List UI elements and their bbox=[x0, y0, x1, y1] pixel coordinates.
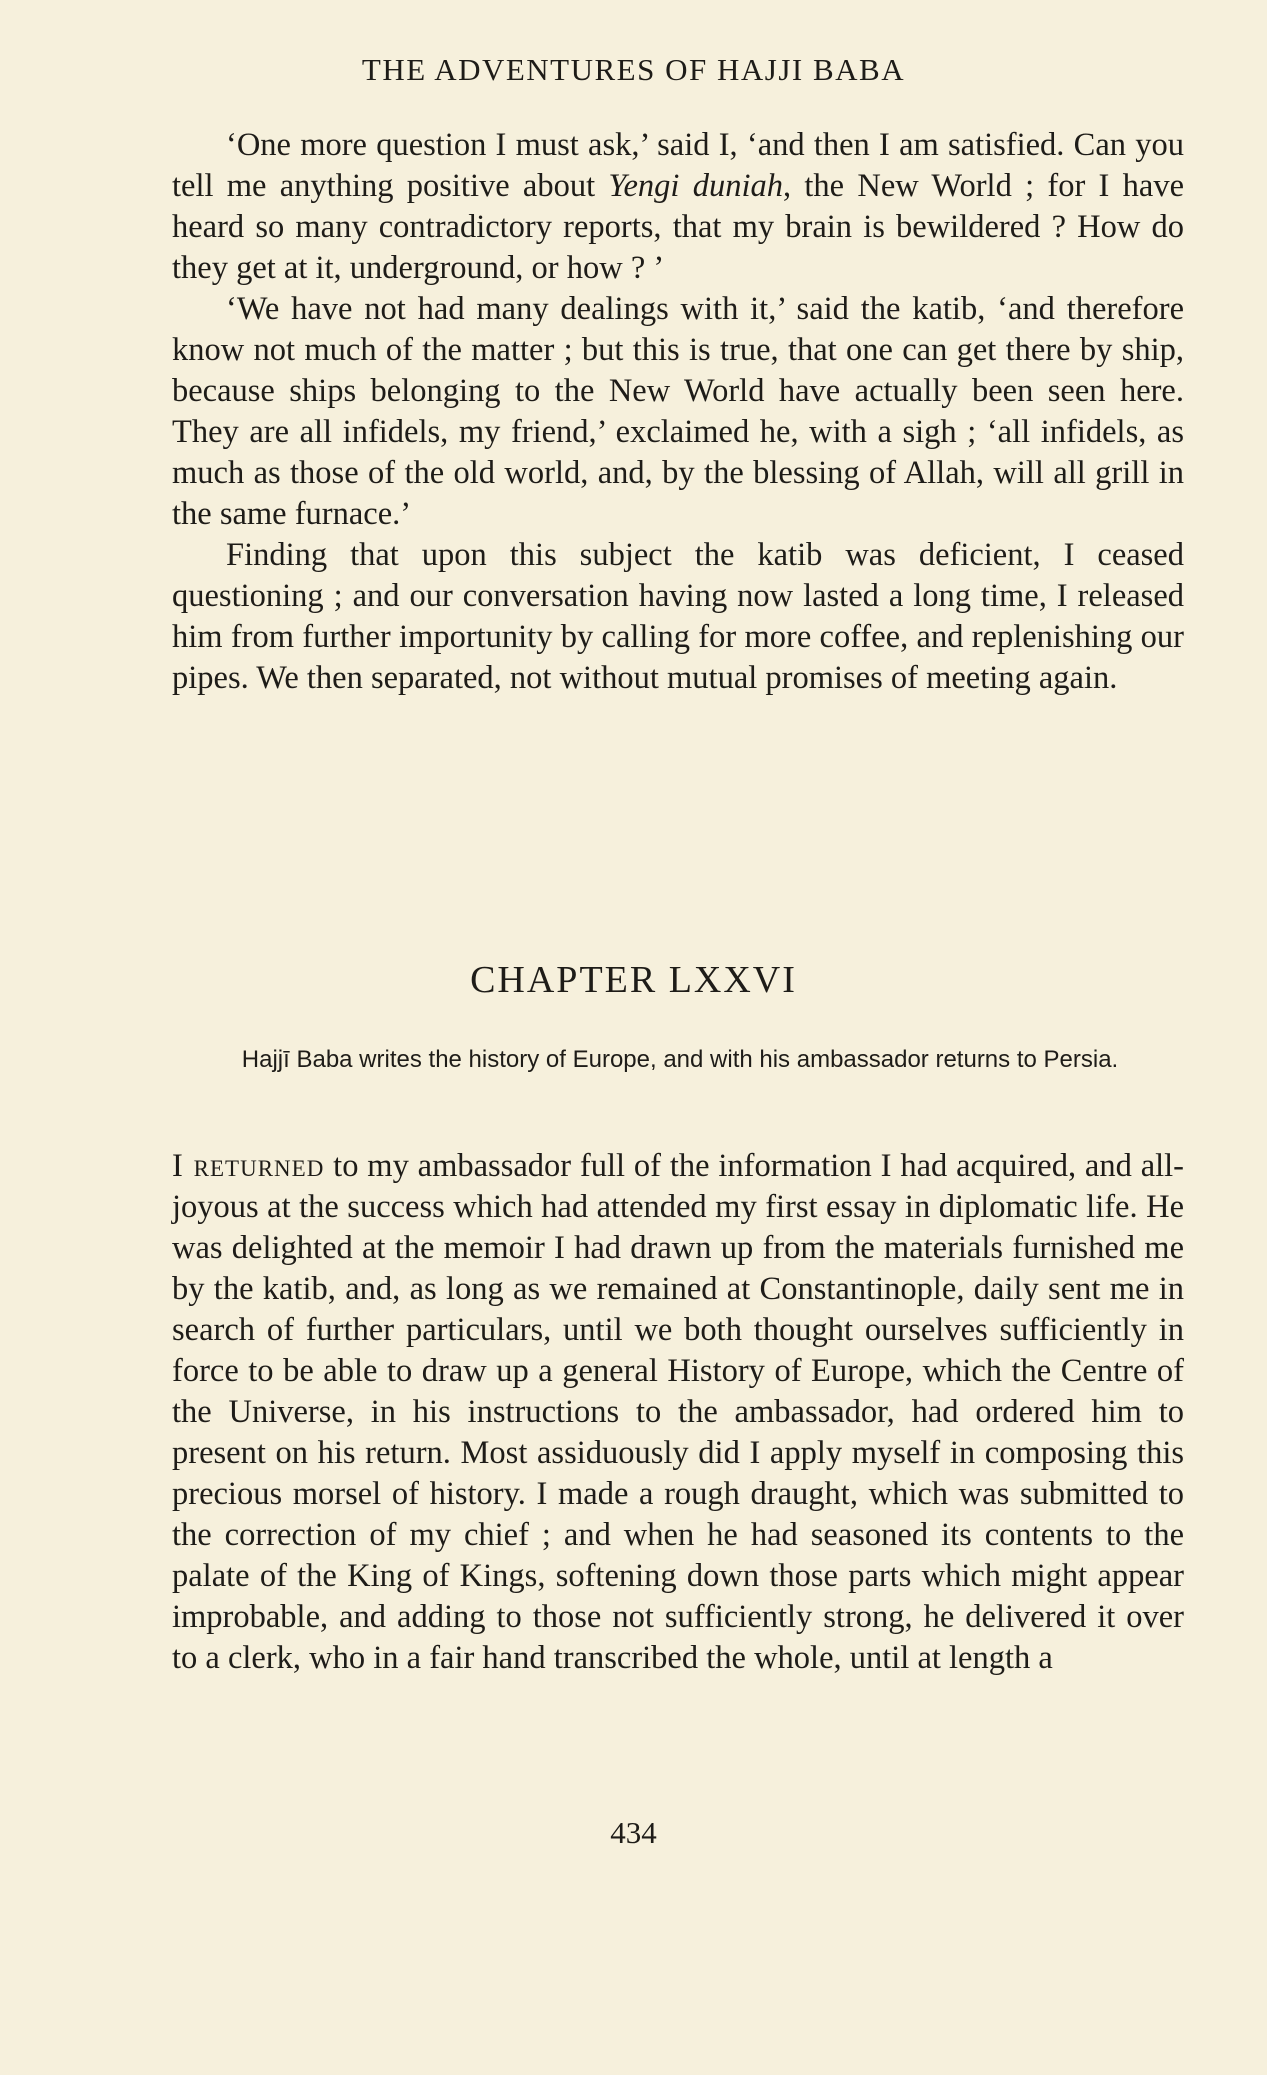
text-block-before-chapter bbox=[172, 125, 1184, 699]
chapter-summary: Hajjī Baba writes the history of Europe, and with his ambassador returns to Persia. bbox=[241, 1046, 1119, 1073]
paragraph-text: ‘One more question I must ask,’ said I, ‘and then I am satisfied. Can you tell me anything positive about bbox=[172, 127, 1184, 204]
paragraph bbox=[172, 289, 1184, 535]
running-head: THE ADVENTURES OF HAJJI BABA bbox=[361, 52, 906, 87]
opening-words: I returned bbox=[172, 1148, 325, 1184]
paragraph bbox=[172, 535, 1184, 699]
italic-term: Yengi duniah bbox=[608, 168, 783, 204]
paragraph-text: Finding that upon this subject the katib was deficient, I ceased questioning ; and our conversation having now lasted a long time, I released him from further importunity by calling for more coffee, and replenishing our pipes. We then separated, not without mutual promises of meeting again. bbox=[172, 537, 1184, 696]
chapter-heading: CHAPTER LXXVI bbox=[470, 959, 797, 1001]
paragraph-text: ‘We have not had many dealings with it,’ said the katib, ‘and therefore know not much of the matter ; but this is true, that one can get there by ship, because ships belonging to the New World have actually been seen here. They are all infidels, my friend,’ exclaimed he, with a sigh ; ‘all infidels, as much as those of the old world, and, by the blessing of Allah, will all grill in the same furnace.’ bbox=[172, 291, 1184, 532]
opening-paragraph bbox=[172, 1146, 1184, 1679]
paragraph-text: to my ambassador full of the information I had acquired, and all-joyous at the success which had attended my first essay in diplomatic life. He was delighted at the memoir I had drawn up from the materials furnished me by the katib, and, as long as we remained at Constantinople, daily sent me in search of further particulars, until we both thought ourselves sufficiently in force to be able to draw up a general History of Europe, which the Centre of the Universe, in his instructions to the ambassador, had ordered him to present on his return. Most assiduously did I apply myself in composing this precious morsel of history. I made a rough draught, which was submitted to the correction of my chief ; and when he had seasoned its contents to the palate of the King of Kings, softening down those parts which might appear improbable, and adding to those not sufficiently strong, he delivered it over to a clerk, who in a fair hand transcribed the whole, until at length a bbox=[172, 1148, 1185, 1676]
text-block-chapter-body bbox=[172, 1146, 1184, 1679]
paragraph-text: , the New World ; for I have heard so many contradictory reports, that my brain is bewildered ? How do they get at it, underground, or how ? ’ bbox=[172, 168, 1184, 286]
page-number: 434 bbox=[610, 1815, 657, 1850]
paragraph bbox=[172, 125, 1184, 289]
